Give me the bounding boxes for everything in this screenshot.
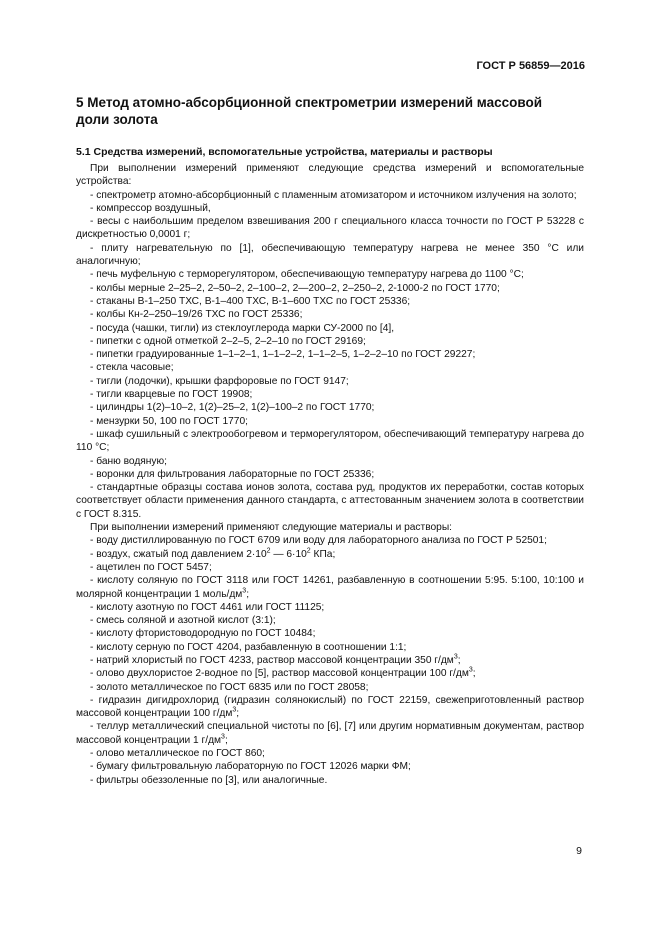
paragraph: - стекла часовые;: [90, 362, 174, 374]
paragraph: - посуда (чашки, тигли) из стеклоуглерода марки СУ-2000 по [4],: [90, 322, 395, 334]
paragraph: При выполнении измерений применяют следующие средства измерений и вспомогательные устройства:: [76, 163, 584, 188]
paragraph: - мензурки 50, 100 по ГОСТ 1770;: [90, 415, 248, 427]
paragraph: - колбы Кн-2–250–19/26 ТХС по ГОСТ 25336;: [90, 309, 303, 321]
paragraph: - колбы мерные 2–25–2, 2–50–2, 2–100–2, 2—200–2, 2–250–2, 2-1000-2 по ГОСТ 1770;: [90, 282, 500, 294]
paragraph: - тигли кварцевые по ГОСТ 19908;: [90, 389, 253, 401]
paragraph: - компрессор воздушный,: [90, 202, 211, 214]
paragraph: - шкаф сушильный с электрообогревом и терморегулятором, обеспечивающий температуру нагрева до 110 °С;: [76, 428, 584, 454]
paragraph: - кислоту серную по ГОСТ 4204, разбавленную в соотношении 1:1;: [90, 641, 407, 653]
paragraph: - пипетки градуированные 1–1–2–1, 1–1–2–2, 1–1–2–5, 1–2–2–10 по ГОСТ 29227;: [90, 349, 476, 361]
subsection-title: 5.1 Средства измерений, вспомогательные устройства, материалы и растворы: [76, 146, 493, 158]
paragraph: - плиту нагревательную по [1], обеспечивающую температуру нагрева не менее 350 °C или аналогичную;: [76, 242, 584, 268]
paragraph: - цилиндры 1(2)–10–2, 1(2)–25–2, 1(2)–100–2 по ГОСТ 1770;: [90, 402, 375, 414]
paragraph: При выполнении измерений применяют следующие материалы и растворы:: [90, 522, 452, 534]
paragraph: - олово двухлористое 2-водное по [5], раствор массовой концентрации 100 $г/дм^3$;: [90, 666, 476, 680]
paragraph: - стандартные образцы состава ионов золота, состава руд, продуктов их переработки, состав которых соответствует области применения данного стандарта, с аттестованным значением золота в соответствии с ГОСТ 8.315.: [76, 482, 584, 520]
paragraph: - бумагу фильтровальную лабораторную по ГОСТ 12026 марки ФМ;: [90, 761, 411, 773]
body-text: [76, 162, 584, 787]
page-number: 9: [576, 845, 582, 857]
paragraph: - баню водяную;: [90, 455, 167, 467]
paragraph: - смесь соляной и азотной кислот (3:1);: [90, 615, 276, 627]
paragraph: - стаканы В-1–250 ТХС, В-1–400 ТХС, В-1–600 ТХС по ГОСТ 25336;: [90, 295, 411, 307]
paragraph: - воздух, сжатый под давлением $2\cdot 10^2$ — $6\cdot 10^2$ КПа;: [90, 547, 336, 560]
paragraph: - натрий хлористый по ГОСТ 4233, раствор массовой концентрации 350 $г/дм^3$;: [90, 653, 461, 666]
paragraph: - кислоту соляную по ГОСТ 3118 или ГОСТ 14261, разбавленную в соотношении 5:95. 5:100, 10:100 и молярной концентрации 1 моль/$дм^3$;: [76, 575, 584, 600]
paragraph: - ацетилен по ГОСТ 5457;: [90, 561, 212, 573]
paragraph: - олово металлическое по ГОСТ 860;: [90, 748, 265, 760]
paragraph: - спектрометр атомно-абсорбционный с пламенным атомизатором и источником излучения на золото;: [90, 189, 577, 201]
paragraph: - воронки для фильтрования лабораторные по ГОСТ 25336;: [90, 468, 375, 480]
paragraph: - воду дистиллированную по ГОСТ 6709 или воду для лабораторного анализа по ГОСТ Р 52501;: [90, 535, 547, 547]
paragraph: - золото металлическое по ГОСТ 6835 или по ГОСТ 28058;: [90, 681, 369, 693]
section-title: 5 Метод атомно-абсорбционной спектрометрии измерений массовой доли золота: [76, 95, 543, 127]
paragraph: - печь муфельную с терморегулятором, обеспечивающую температуру нагрева до 1100 °С;: [90, 269, 524, 281]
paragraph: - гидразин дигидрохлорид (гидразин солянокислый) по ГОСТ 22159, свежеприготовленный раствор массовой концентрации 100 $г/дм^3$;: [76, 694, 584, 720]
paragraph: - фильтры обеззоленные по [3], или аналогичные.: [90, 774, 328, 786]
paragraph: - кислоту азотную по ГОСТ 4461 или ГОСТ 11125;: [90, 601, 325, 613]
paragraph: - кислоту фтористоводородную по ГОСТ 10484;: [90, 628, 316, 640]
paragraph: - пипетки с одной отметкой 2–2–5, 2–2–10 по ГОСТ 29169;: [90, 335, 366, 347]
paragraph: - тигли (лодочки), крышки фарфоровые по ГОСТ 9147;: [90, 375, 349, 387]
paragraph: - весы с наибольшим пределом взвешивания 200 г специального класса точности по ГОСТ Р 53228 с дискретностью 0,0001 г;: [76, 216, 584, 241]
standard-designation: ГОСТ Р 56859—2016: [476, 60, 585, 72]
paragraph: - теллур металлический специальной чистоты по [6], [7] или другим нормативным документам, раствор массовой концентрации 1 $г/дм^3$;: [76, 721, 584, 746]
